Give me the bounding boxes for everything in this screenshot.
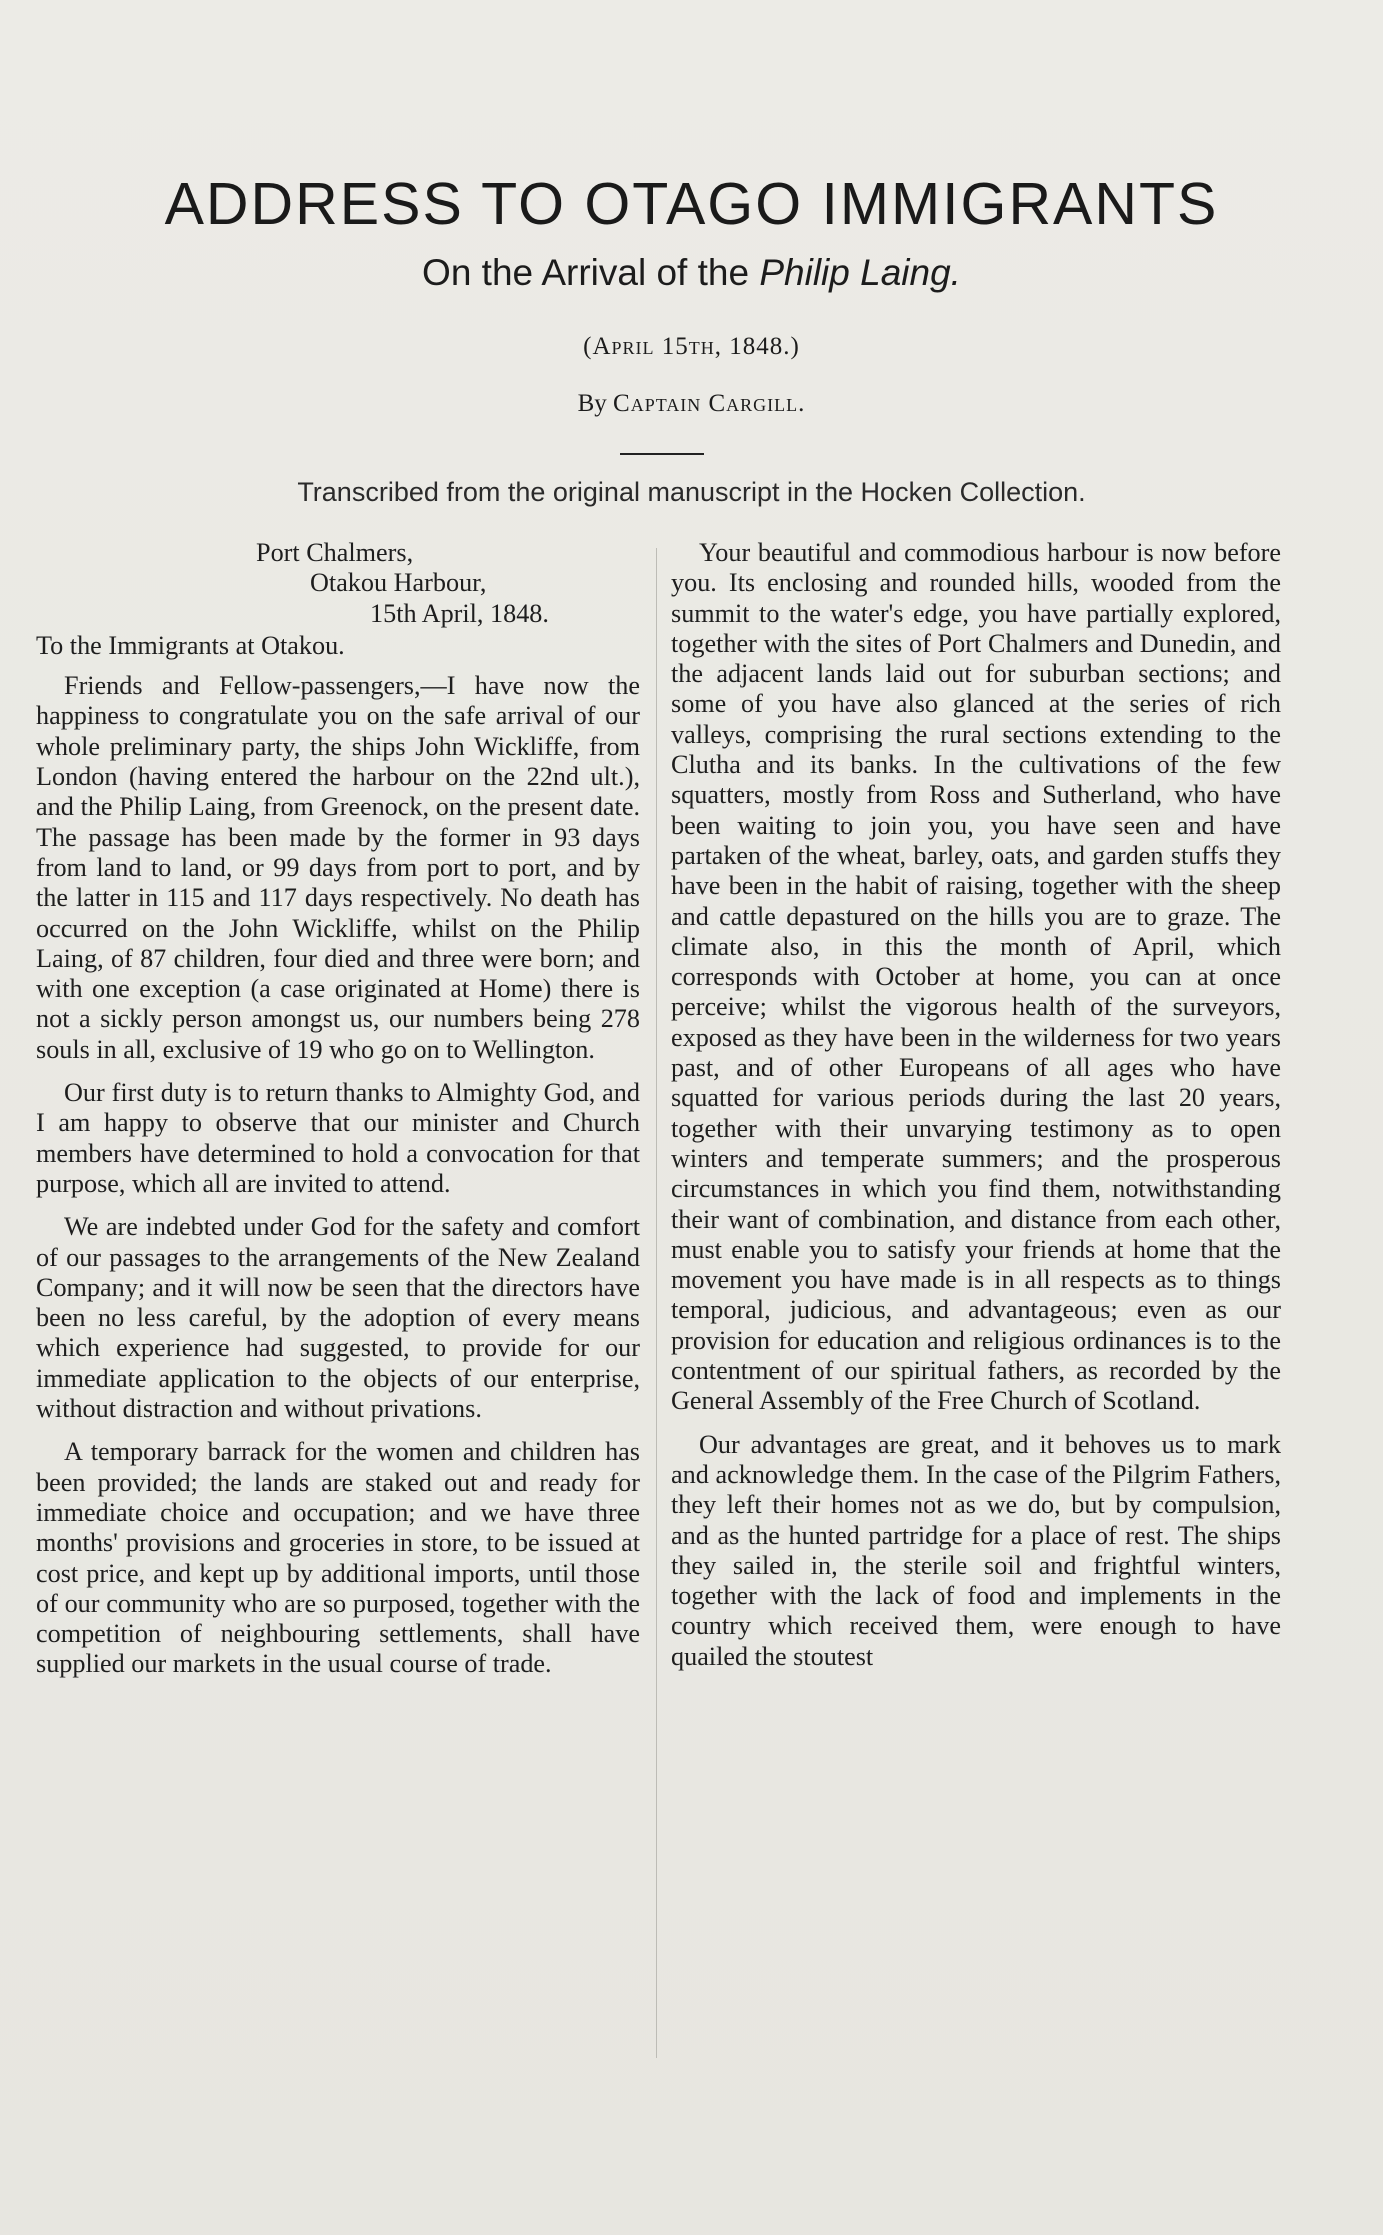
paragraph: A temporary barrack for the women and children has been provided; the lands are staked out and ready for immediate choice and occupation; and we have three months' provisions and groceries in store, to be issued at cost price, and kept up by additional imports, until those of our community who are so purposed, together with the competition of neighbouring settlements, shall have supplied our markets in the usual course of trade. <box>36 1437 640 1679</box>
byline <box>0 390 1383 418</box>
article-title: ADDRESS TO OTAGO IMMIGRANTS <box>164 171 1219 237</box>
paragraph: Our advantages are great, and it behoves us to mark and acknowledge them. In the case of the Pilgrim Fathers, they left their homes not as we do, but by compulsion, and as the hunted partridge for a place of rest. The ships they sailed in, the sterile soil and frightful winters, together with the lack of food and implements in the country which received them, were enough to have quailed the stoutest <box>671 1429 1281 1671</box>
address-line: Port Chalmers, <box>256 538 414 567</box>
right-column <box>671 538 1281 1672</box>
byline-prefix: By <box>577 390 607 417</box>
address-line: Otakou Harbour, <box>310 568 487 598</box>
paragraph: We are indebted under God for the safety and comfort of our passages to the arrangements of the New Zealand Company; and it will now be seen that the directors have been no less careful, by the adoption of every means which experience had suggested, to provide for our immediate application to the objects of our enterprise, without distraction and without privations. <box>36 1212 640 1424</box>
paragraph: Friends and Fellow-passengers,—I have now the happiness to congratulate you on the safe arrival of our whole preliminary party, the ships John Wickliffe, from London (having entered the harbour on the 22nd ult.), and the Philip Laing, from Greenock, on the present date. The passage has been made by the former in 93 days from land to land, or 99 days from port to port, and by the latter in 115 and 117 days respectively. No death has occurred on the John Wickliffe, whilst on the Philip Laing, of 87 children, four died and three were born; and with one exception (a case originated at Home) there is not a sickly person amongst us, our numbers being 278 souls in all, exclusive of 19 who go on to Wellington. <box>36 671 640 1064</box>
ship-name: Philip Laing. <box>759 252 961 293</box>
address-line: 15th April, 1848. <box>370 598 549 628</box>
paragraph: Our first duty is to return thanks to Almighty God, and I am happy to observe that our minister and Church members have determined to hold a convocation for that purpose, which all are invited to attend. <box>36 1078 640 1198</box>
paragraph: Your beautiful and commodious harbour is now before you. Its enclosing and rounded hills, wooded from the summit to the water's edge, you have partially explored, together with the sites of Port Chalmers and Dunedin, and the adjacent lands laid out for suburban sections; and some of you have also glanced at the series of rich valleys, comprising the rural sections extending to the Clutha and its banks. In the cultivations of the few squatters, mostly from Ross and Sutherland, who have been waiting to join you, you have seen and have partaken of the wheat, barley, oats, and garden stuffs they have been in the habit of raising, together with the sheep and cattle depastured on the hills you are to graze. The climate also, in this the month of April, which corresponds with October at home, you can at once perceive; whilst the vigorous health of the surveyors, exposed as they have been in the wilderness for two years past, and of other Europeans of all ages who have squatted for various periods during the last 20 years, together with their unvarying testimony as to open winters and temperate summers; and the prosperous circumstances in which you find them, notwithstanding their want of combination, and distance from each other, must enable you to satisfy your friends at home that the movement you have made is in all respects as to things temporal, judicious, and advantageous; even as our provision for education and religious ordinances is to the contentment of our spiritual fathers, as recorded by the General Assembly of the Free Church of Scotland. <box>671 538 1281 1416</box>
left-column <box>36 538 640 1680</box>
section-rule <box>620 453 704 455</box>
author-name: Captain Cargill. <box>613 390 806 417</box>
article-subtitle <box>0 252 1383 294</box>
article-date: (April 15th, 1848.) <box>583 333 800 360</box>
subtitle-text: On the Arrival of the <box>422 252 750 293</box>
salutation: To the Immigrants at Otakou. <box>36 630 345 660</box>
column-divider <box>656 548 657 2058</box>
address-block <box>36 538 640 661</box>
transcription-note: Transcribed from the original manuscript in the Hocken Collection. <box>297 477 1086 507</box>
